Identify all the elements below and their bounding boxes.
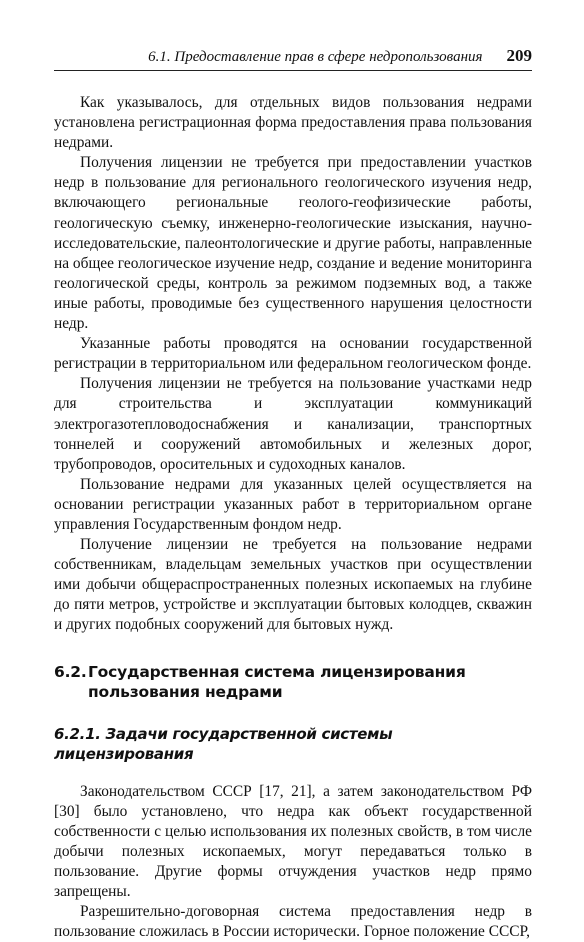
subsection-heading: 6.2.1. Задачи государственной системы лицензирования — [54, 724, 393, 763]
paragraph: Получение лицензии не требуется на пользование недрами собственникам, владельцам земельных участков при осуществлении ими добычи общераспространенных полезных ископаемых на глубине до пяти метров, устройстве и эксплуатации бытовых колодцев, скважин и других подобных сооружений для бытовых нужд. — [54, 536, 532, 634]
running-title: 6.1. Предоставление прав в сфере недропользования — [148, 49, 483, 65]
section-title-line2: пользования недрами — [88, 682, 283, 701]
paragraph: Как указывалось, для отдельных видов пользования недрами установлена регистрационная форма предоставления права пользования недрами. — [54, 94, 532, 152]
page-number: 209 — [506, 46, 532, 65]
paragraph: Пользование недрами для указанных целей осуществляется на основании регистрации указанных работ в территориальном органе управления Государственным фондом недр. — [54, 475, 532, 533]
paragraph: Указанные работы проводятся на основании государственной регистрации в территориальном или федеральном геологическом фонде. — [54, 335, 532, 373]
header-rule — [54, 70, 532, 71]
paragraph: Получения лицензии не требуется при предоставлении участков недр в пользование для регионального геологического изучения недр, включающего региональные геолого-геофизические работы, геологическую съемку, инженерно-геологические изыскания, научно-исследовательские, палеонтологические и другие работы, направленные на общее геологическое изучение недр, создание и ведение мониторинга геологической среды, контроль за режимом подземных вод, а также иные работы, проводимые без существенного нарушения целостности недр. — [54, 154, 532, 333]
section-title-line1: Государственная система лицензирования — [88, 662, 466, 681]
section-number: 6.2. — [54, 662, 87, 681]
paragraph: Разрешительно-договорная система предоставления недр в пользование сложилась в России исторически. Горное положение СССР, — [54, 903, 532, 941]
paragraph: Законодательством СССР [17, 21], а затем законодательством РФ [30] было установлено, что недра как объект государственной собственности с целью использования их полезных свойств, в том числе добычи полезных ископаемых, могут передаваться только в пользование. Другие формы отчуждения участков недр прямо запрещены. — [54, 782, 532, 900]
page-body — [54, 93, 532, 942]
paragraph: Получения лицензии не требуется на пользование участками недр для строительства и эксплуатации коммуникаций электрогазотепловодоснабжения и канализации, транспортных тоннелей и сооружений автомобильных и железных дорог, трубопроводов, оросительных и судоходных каналов. — [54, 375, 532, 473]
section-heading — [54, 662, 532, 702]
running-head — [54, 46, 532, 66]
